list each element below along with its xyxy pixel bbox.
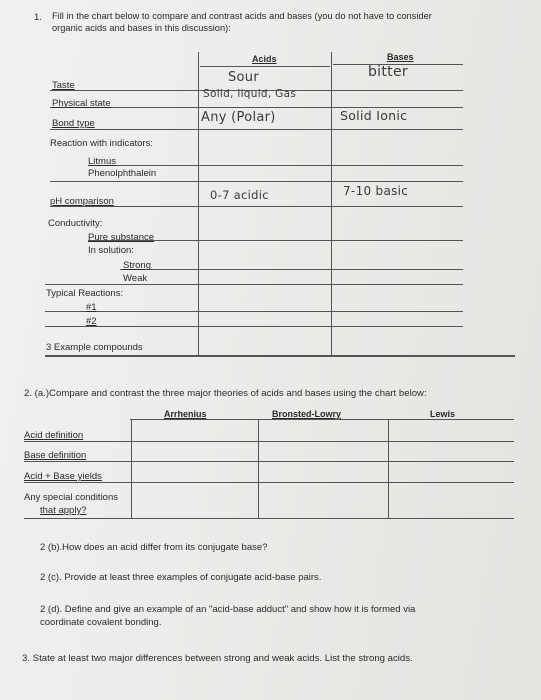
q1-rule [200,66,330,67]
q2d-line1: 2 (d). Define and give an example of an "acid-base adduct" and show how it is formed via [40,604,416,615]
q2-rule [24,482,514,483]
q2-row-yields: Acid + Base yields [24,471,102,482]
answer-base-ph: 7-10 basic [343,184,409,198]
answer-base-bond: Solid Ionic [340,108,408,123]
q3-text: 3. State at least two major differences between strong and weak acids. List the strong acids. [22,653,413,664]
row-r1: #1 [86,302,97,313]
q1-rule [45,311,463,312]
q2-row-special: Any special conditions [24,492,118,503]
row-conductivity: Conductivity: [48,218,103,229]
q2-rule [130,419,514,420]
q1-rule [45,284,463,285]
q2-prompt: 2. (a.)Compare and contrast the three major theories of acids and bases using the chart below: [24,388,427,399]
row-phenolphthalein: Phenolphthalein [88,168,157,179]
q2b: 2 (b).How does an acid differ from its conjugate base? [40,542,268,553]
q2d-line2: coordinate covalent bonding. [40,617,162,628]
q1-divider-left [198,52,199,355]
q2-rule [24,441,514,442]
q1-rule [120,269,463,270]
row-indicators: Reaction with indicators: [50,138,153,149]
q2-row-acid: Acid definition [24,430,84,441]
row-taste: Taste [52,80,75,91]
row-pure: Pure substance [88,232,155,243]
q1-instruction-line1: Fill in the chart below to compare and contrast acids and bases (you do not have to consider [52,11,432,21]
answer-base-taste: bitter [368,64,408,80]
q2-col-lewis: Lewis [430,409,456,419]
q1-instruction-line2: organic acids and bases in this discussion): [52,23,231,33]
q2-col-arrhenius: Arrhenius [164,409,207,419]
row-weak: Weak [123,273,148,284]
q1-divider-right [331,52,332,355]
row-typical: Typical Reactions: [46,288,124,299]
row-litmus: Litmus [88,156,116,167]
answer-acid-ph: 0-7 acidic [210,188,269,202]
answer-acid-state: Solid, liquid, Gas [203,88,297,100]
q2-col-bronsted: Bronsted-Lowry [272,409,342,419]
answer-acid-taste: Sour [228,70,259,85]
row-solution: In solution: [88,245,134,256]
q2c: 2 (c). Provide at least three examples of conjugate acid-base pairs. [40,572,322,583]
row-examples: 3 Example compounds [46,342,143,353]
q2-row-special-2: that apply? [40,505,87,516]
col-acids-header: Acids [252,54,277,64]
q1-rule [50,129,463,130]
q2-divider [131,419,132,518]
q2-divider [388,419,389,518]
q1-rule [45,326,463,327]
row-strong: Strong [123,260,151,271]
q2-rule [24,461,514,462]
col-bases-header: Bases [387,52,414,62]
q2-rule [24,518,514,519]
row-r2: #2 [86,316,97,327]
answer-acid-bond: Any (Polar) [201,110,276,125]
q1-rule [45,355,515,357]
q1-rule [50,181,463,182]
q2-divider [258,419,259,518]
row-bond-type: Bond type [52,118,95,129]
q1-rule [88,165,463,166]
row-ph: pH comparison [50,196,114,207]
row-physical-state: Physical state [52,98,111,109]
q2-row-base: Base definition [24,450,87,461]
q1-number: 1. [34,12,42,23]
